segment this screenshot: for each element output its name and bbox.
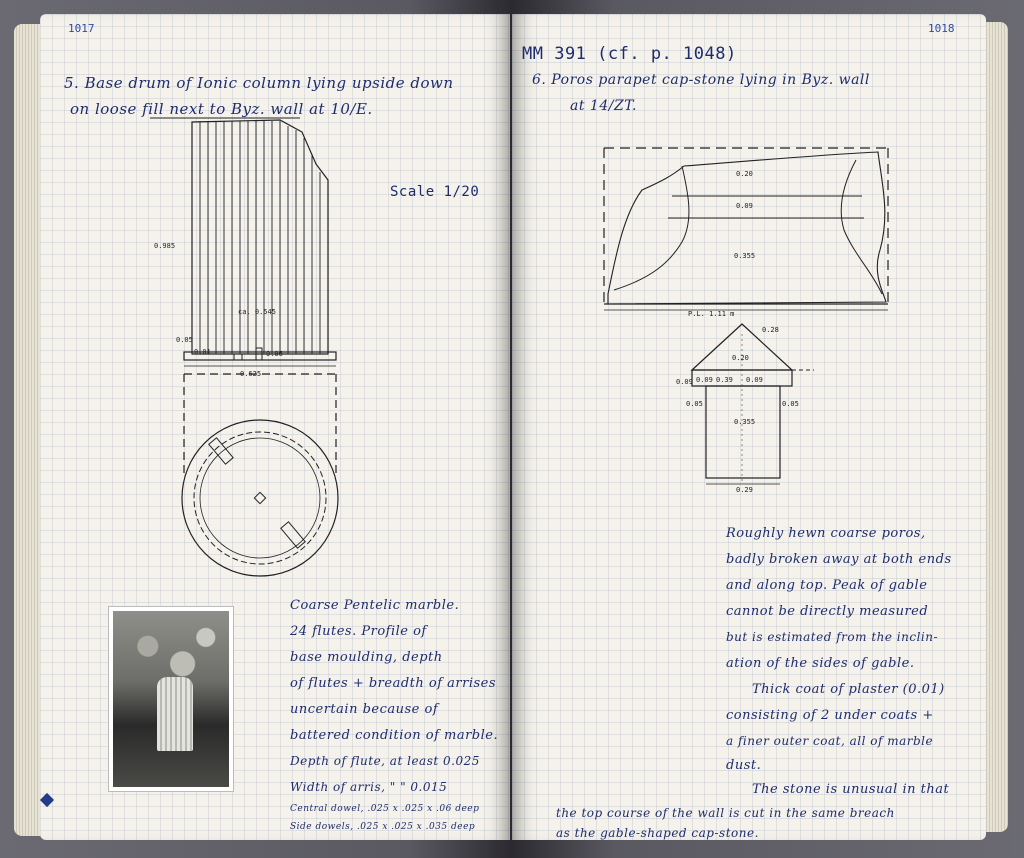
right-note-line: and along top. Peak of gable: [726, 578, 928, 593]
dim-small-b: 0.01: [194, 348, 211, 356]
right-note-line: the top course of the wall is cut in the same breach: [556, 806, 895, 820]
left-note-line: Side dowels, .025 x .025 x .035 deep: [290, 822, 476, 832]
right-note-line: ation of the sides of gable.: [726, 656, 915, 671]
left-entry-title-line1: 5. Base drum of Ionic column lying upside down: [64, 74, 454, 92]
dim-width: ca. 0.545: [238, 308, 276, 316]
left-note-line: Depth of flute, at least 0.025: [290, 754, 480, 768]
sect-dim-off-left: 0.05: [686, 400, 703, 408]
elev-dim-mid: 0.09: [736, 202, 753, 210]
dim-small-c: 0.06: [266, 350, 283, 358]
column-drum-photo: [108, 606, 234, 792]
elev-dim-top: 0.20: [736, 170, 753, 178]
dim-small-a: 0.05: [176, 336, 193, 344]
left-page: [40, 14, 510, 840]
left-entry-title-line2: on loose fill next to Byz. wall at 10/E.: [70, 100, 373, 118]
left-note-line: uncertain because of: [290, 702, 439, 717]
right-note-line: The stone is unusual in that: [752, 782, 950, 797]
right-note-line: badly broken away at both ends: [726, 552, 952, 567]
sect-dim-band-mid: 0.39: [716, 376, 733, 384]
right-note-line: consisting of 2 under coats +: [726, 708, 934, 723]
sect-dim-band-right: 0.09: [746, 376, 763, 384]
right-page-number: 1018: [928, 22, 955, 35]
left-note-line: battered condition of marble.: [290, 728, 499, 743]
page-edges-right: [984, 22, 1008, 832]
dim-base-width: 0.625: [240, 370, 262, 378]
left-note-line: Coarse Pentelic marble.: [290, 598, 460, 613]
sect-dim-slope: 0.28: [762, 326, 779, 334]
left-note-line: base moulding, depth: [290, 650, 443, 665]
sect-dim-band-left: 0.09: [696, 376, 713, 384]
left-note-line: Central dowel, .025 x .025 x .06 deep: [290, 804, 480, 814]
photo-drum: [157, 677, 193, 751]
left-note-line: Width of arris, " " 0.015: [290, 780, 448, 794]
dim-height: 0.985: [154, 242, 176, 250]
right-note-line: dust.: [726, 758, 762, 773]
sect-dim-top: 0.20: [732, 354, 749, 362]
elev-dim-length: P.L. 1.11 m: [688, 310, 735, 318]
right-note-line: a finer outer coat, all of marble: [726, 734, 934, 748]
catalog-header: MM 391 (cf. p. 1048): [522, 44, 737, 64]
right-entry-title-line1: 6. Poros parapet cap-stone lying in Byz. wall: [532, 72, 870, 88]
left-page-number: 1017: [68, 22, 95, 35]
right-note-line: as the gable-shaped cap-stone.: [556, 826, 759, 840]
right-note-line: Thick coat of plaster (0.01): [752, 682, 945, 697]
left-note-line: 24 flutes. Profile of: [290, 624, 427, 639]
right-note-line: cannot be directly measured: [726, 604, 929, 619]
right-note-line: Roughly hewn coarse poros,: [726, 526, 926, 541]
sect-dim-base: 0.29: [736, 486, 753, 494]
scale-note: Scale 1/20: [390, 184, 480, 200]
right-page: [512, 14, 986, 840]
right-entry-title-line2: at 14/ZT.: [570, 98, 637, 114]
sect-dim-off-right: 0.05: [782, 400, 799, 408]
left-note-line: of flutes + breadth of arrises: [290, 676, 497, 691]
sect-dim-left-edge: 0.09: [676, 378, 693, 386]
sect-dim-body: 0.355: [734, 418, 756, 426]
photo-image: [113, 611, 229, 787]
right-note-line: but is estimated from the inclin-: [726, 630, 939, 644]
elev-dim-bottom: 0.355: [734, 252, 756, 260]
